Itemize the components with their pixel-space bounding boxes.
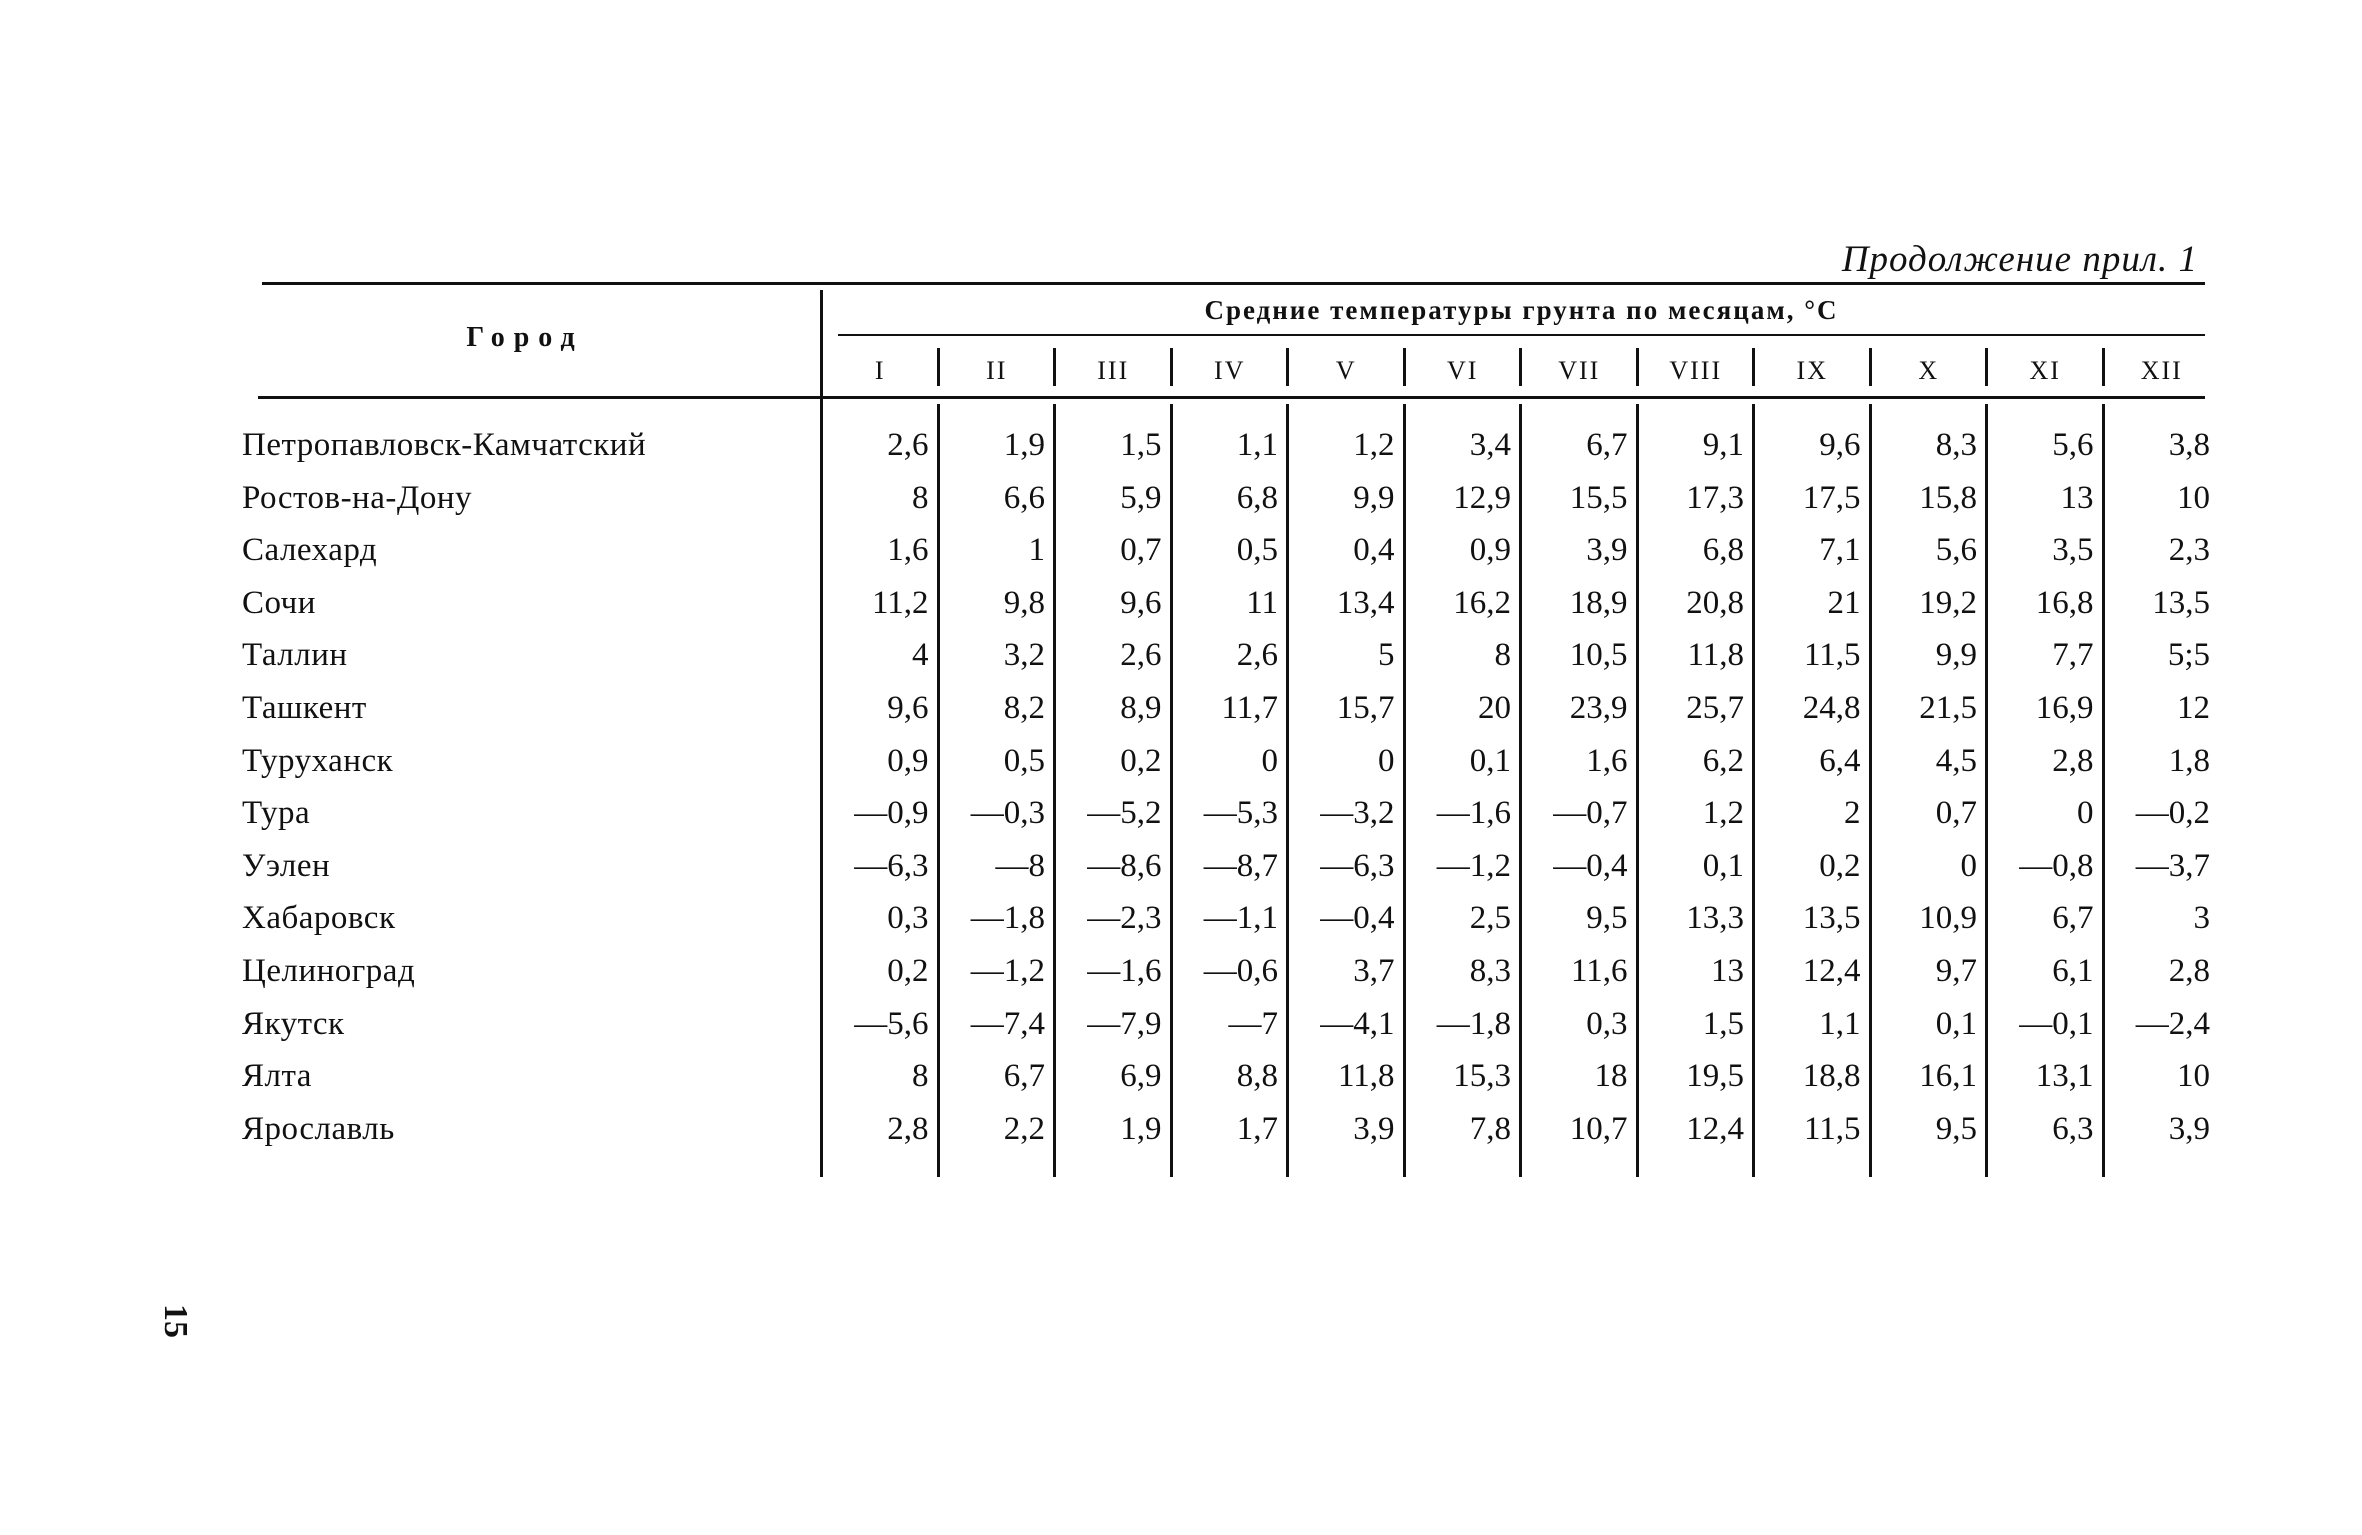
temperature-cell: 0,7	[1935, 795, 1977, 832]
temperature-cell: 11,8	[1337, 1058, 1395, 1095]
temperature-cell: 9,5	[1935, 1110, 1977, 1147]
temperature-cell: 12,4	[1802, 953, 1861, 989]
temperature-cell: 2	[1844, 795, 1861, 832]
temperature-cell: 9,6	[887, 690, 929, 726]
temperature-cell: 11,8	[1687, 637, 1744, 674]
temperature-cell: 0,7	[1120, 532, 1162, 569]
city-name: Ялта	[242, 1058, 312, 1095]
temperature-cell: —7	[1228, 1005, 1278, 1042]
temperature-cell: 18,8	[1802, 1058, 1861, 1095]
temperature-cell: 2,2	[1003, 1110, 1045, 1147]
temperature-cell: 0,2	[1819, 847, 1861, 884]
header-divider	[1286, 348, 1289, 386]
temperature-cell: 3,9	[1353, 1110, 1395, 1147]
temperature-cell: 1,5	[1702, 1005, 1744, 1042]
temperature-cell: 15,7	[1336, 690, 1395, 726]
temperature-cell: 6,4	[1819, 742, 1861, 779]
temperature-cell: 6,9	[1120, 1058, 1162, 1095]
temperature-cell: —8	[995, 847, 1045, 884]
temperature-cell: 2,6	[1120, 637, 1162, 674]
temperature-cell: 5,6	[1935, 532, 1977, 569]
temperature-cell: 20	[1478, 690, 1511, 726]
month-header: XI	[2029, 356, 2061, 385]
temperature-cell: 11,2	[871, 584, 929, 621]
temperature-cell: —6,3	[1320, 847, 1395, 884]
temperature-cell: 0,2	[887, 953, 929, 989]
temperature-cell: 6,2	[1702, 742, 1744, 779]
temperature-cell: —0,7	[1553, 795, 1628, 832]
temperature-cell: 13,5	[2152, 584, 2210, 621]
temperature-cell: 3,2	[1003, 637, 1045, 674]
table-caption: Продолжение прил. 1	[1841, 239, 2198, 280]
month-header: IX	[1796, 356, 1828, 385]
temperature-cell: 2,6	[1236, 637, 1278, 674]
temperature-cell: 3,9	[2168, 1110, 2210, 1147]
month-header: X	[1918, 356, 1940, 385]
temperature-cell: 2,5	[1469, 900, 1511, 937]
temperature-cell: 2,8	[2168, 953, 2210, 989]
temperature-cell: 0,3	[887, 900, 929, 937]
temperature-cell: 6,3	[2052, 1110, 2094, 1147]
temperature-cell: 2,8	[887, 1110, 929, 1147]
temperature-cell: —0,3	[970, 795, 1045, 832]
city-name: Салехард	[242, 532, 378, 569]
temperature-cell: 9,9	[1353, 479, 1395, 516]
temperature-cell: 5	[1378, 637, 1395, 674]
temperature-cell: 6,7	[1003, 1058, 1045, 1095]
temperature-cell: 7,8	[1469, 1110, 1511, 1147]
temperature-cell: 16,9	[2035, 690, 2094, 726]
temperature-cell: —0,4	[1553, 847, 1628, 884]
header-divider	[1053, 348, 1056, 386]
temperature-cell: 10	[2177, 1058, 2210, 1095]
temperature-cell: —1,2	[1436, 847, 1511, 884]
temperature-cell: 19,2	[1919, 584, 1977, 621]
temperature-cell: 2,3	[2168, 532, 2210, 569]
temperature-cell: —0,2	[2135, 795, 2210, 832]
month-header: VI	[1447, 356, 1479, 385]
temperature-cell: 6,8	[1702, 532, 1744, 569]
temperature-cell: 9,1	[1702, 427, 1744, 463]
temperature-cell: 0,5	[1003, 742, 1045, 779]
temperature-cell: 12,9	[1453, 479, 1511, 516]
temperature-cell: 13	[2060, 479, 2094, 516]
temperature-cell: 9,5	[1586, 900, 1628, 937]
temperature-cell: —2,3	[1087, 900, 1162, 937]
temperature-cell: 4,5	[1935, 742, 1977, 779]
temperature-cell: —3,7	[2135, 847, 2210, 884]
temperature-cell: 6,1	[2052, 953, 2094, 989]
month-header: III	[1097, 356, 1130, 385]
temperature-cell: 3,5	[2052, 532, 2094, 569]
temperature-cell: 0,9	[1469, 532, 1511, 569]
months-group-header: Средние температуры грунта по месяцам, °С	[1204, 295, 1839, 325]
temperature-cell: —6,3	[854, 847, 929, 884]
city-name: Ростов-на-Дону	[242, 479, 473, 516]
temperature-cell: 0	[1261, 742, 1278, 779]
temperature-cell: —4,1	[1320, 1005, 1395, 1042]
temperature-cell: 0,1	[1702, 847, 1744, 884]
temperature-cell: —5,2	[1087, 795, 1162, 832]
temperature-cell: —1,8	[970, 900, 1045, 937]
temperature-cell: 15,3	[1453, 1058, 1511, 1095]
temperature-cell: 12	[2177, 690, 2210, 726]
temperature-cell: —8,6	[1087, 847, 1162, 884]
temperature-cell: 15,8	[1919, 479, 1977, 516]
month-header: V	[1335, 356, 1357, 385]
column-divider	[820, 290, 823, 1177]
temperature-cell: 0	[2077, 795, 2094, 832]
temperature-cell: —1,1	[1203, 900, 1278, 937]
temperature-cell: 9,9	[1935, 637, 1977, 674]
temperature-cell: 19,5	[1686, 1058, 1744, 1095]
temperature-cell: 23,9	[1569, 690, 1628, 726]
temperature-cell: 7,7	[2052, 637, 2094, 674]
city-name: Сочи	[242, 584, 316, 621]
temperature-cell: 1,6	[887, 532, 929, 569]
temperature-cell: 8,3	[1935, 427, 1977, 463]
header-divider	[1636, 348, 1639, 386]
temperature-cell: 1,1	[1236, 427, 1278, 463]
header-divider	[1170, 348, 1173, 386]
temperature-cell: —1,6	[1436, 795, 1511, 832]
temperature-cell: 3,4	[1469, 427, 1511, 463]
city-name: Ярославль	[242, 1110, 395, 1147]
temperature-cell: —5,3	[1203, 795, 1278, 832]
temperature-cell: —2,4	[2135, 1005, 2210, 1042]
city-name: Тура	[242, 795, 311, 832]
temperature-cell: 16,2	[1453, 584, 1511, 621]
temperature-cell: 10,9	[1919, 900, 1977, 937]
temperature-cell: —8,7	[1203, 847, 1278, 884]
temperature-cell: 8,8	[1236, 1058, 1278, 1095]
temperature-cell: 1,6	[1586, 742, 1628, 779]
temperature-cell: 1,2	[1702, 795, 1744, 832]
header-divider	[1985, 348, 1988, 386]
temperature-cell: 8	[912, 1058, 929, 1095]
temperature-cell: 1,1	[1819, 1005, 1861, 1042]
header-divider	[1403, 348, 1406, 386]
temperature-cell: 13	[1711, 953, 1744, 989]
temperature-cell: 18,9	[1569, 584, 1628, 621]
city-name: Петропавловск-Камчатский	[242, 427, 647, 463]
temperature-cell: 17,5	[1802, 479, 1861, 516]
temperature-cell: 10	[2177, 479, 2210, 516]
temperature-cell: 21	[1827, 584, 1861, 621]
temperature-cell: 0,1	[1935, 1005, 1977, 1042]
temperature-cell: 11,5	[1803, 1110, 1861, 1147]
temperature-cell: 11,6	[1570, 953, 1628, 989]
temperature-cell: —0,1	[2019, 1005, 2094, 1042]
temperature-cell: 5,9	[1120, 479, 1162, 516]
temperature-cell: 9,7	[1935, 953, 1977, 989]
temperature-cell: 6,6	[1003, 479, 1045, 516]
header-divider	[1519, 348, 1522, 386]
temperature-cell: —0,6	[1203, 953, 1278, 989]
month-header: II	[986, 356, 1008, 385]
header-divider	[1869, 348, 1872, 386]
temperature-cell: 8,2	[1003, 690, 1045, 726]
temperature-cell: 0,9	[887, 742, 929, 779]
temperature-cell: 9,8	[1003, 584, 1045, 621]
temperature-cell: 16,8	[2035, 584, 2094, 621]
temperature-cell: 9,6	[1819, 427, 1861, 463]
temperature-cell: 1,7	[1236, 1110, 1278, 1147]
temperature-cell: —0,4	[1320, 900, 1395, 937]
temperature-cell: —1,8	[1436, 1005, 1511, 1042]
temperature-cell: 6,8	[1236, 479, 1278, 516]
temperature-cell: 0	[1378, 742, 1395, 779]
temperature-cell: —5,6	[854, 1005, 929, 1042]
temperature-cell: —3,2	[1320, 795, 1395, 832]
header-divider	[2102, 348, 2105, 386]
temperature-cell: 10,7	[1569, 1110, 1628, 1147]
temperature-cell: 15,5	[1569, 479, 1628, 516]
temperature-cell: 11,5	[1803, 637, 1861, 674]
city-name: Якутск	[242, 1005, 345, 1042]
temperature-cell: 18	[1594, 1058, 1628, 1095]
temperature-cell: 20,8	[1686, 584, 1744, 621]
temperature-cell: 0	[1960, 847, 1977, 884]
temperature-cell: 8	[912, 479, 929, 516]
header-sub-rule	[838, 334, 2205, 336]
temperature-cell: 10,5	[1569, 637, 1628, 674]
temperature-cell: 0,3	[1586, 1005, 1628, 1042]
header-divider	[1752, 348, 1755, 386]
table-top-rule	[262, 282, 2205, 285]
temperature-cell: 3	[2193, 900, 2210, 937]
temperature-cell: 25,7	[1686, 690, 1744, 726]
city-name: Таллин	[242, 637, 348, 674]
temperature-cell: 2,6	[887, 427, 929, 463]
temperature-cell: 7,1	[1819, 532, 1861, 569]
temperature-cell: 24,8	[1802, 690, 1861, 726]
city-name: Ташкент	[242, 690, 367, 726]
header-bottom-rule	[258, 396, 2205, 399]
city-name: Туруханск	[242, 742, 394, 779]
temperature-cell: 11	[1246, 584, 1278, 621]
city-name: Хабаровск	[242, 900, 396, 937]
month-header: XII	[2140, 356, 2183, 385]
month-header: VII	[1558, 356, 1601, 385]
temperature-cell: 13,5	[1802, 900, 1861, 937]
temperature-cell: 0,4	[1353, 532, 1395, 569]
temperature-cell: 5;5	[2167, 637, 2210, 674]
temperature-cell: 1,9	[1003, 427, 1045, 463]
temperature-cell: 1,8	[2168, 742, 2210, 779]
temperature-cell: 1	[1028, 532, 1045, 569]
temperature-cell: 6,7	[2052, 900, 2094, 937]
temperature-cell: —0,9	[854, 795, 929, 832]
temperature-cell: 3,8	[2168, 427, 2210, 463]
temperature-cell: 6,7	[1586, 427, 1628, 463]
temperature-cell: 8	[1494, 637, 1511, 674]
temperature-cell: 9,6	[1120, 584, 1162, 621]
temperature-cell: 13,3	[1686, 900, 1744, 937]
temperature-cell: 8,9	[1120, 690, 1162, 726]
temperature-cell: 0,5	[1236, 532, 1278, 569]
temperature-cell: 3,9	[1586, 532, 1628, 569]
month-header: I	[874, 356, 886, 385]
month-header: VIII	[1669, 356, 1723, 385]
temperature-cell: 2,8	[2052, 742, 2094, 779]
page-number: 15	[157, 1304, 194, 1338]
temperature-cell: —1,2	[970, 953, 1045, 989]
temperature-cell: —1,6	[1087, 953, 1162, 989]
temperature-cell: 8,3	[1469, 953, 1511, 989]
temperature-cell: 16,1	[1919, 1058, 1977, 1095]
temperature-cell: 4	[912, 637, 929, 674]
temperature-cell: 12,4	[1686, 1110, 1744, 1147]
temperature-cell: 21,5	[1919, 690, 1977, 726]
city-name: Целиноград	[242, 953, 416, 989]
temperature-cell: 0,2	[1120, 742, 1162, 779]
temperature-cell: 3,7	[1353, 953, 1395, 989]
city-column-header: Город	[466, 322, 584, 353]
header-divider	[937, 348, 940, 386]
temperature-cell: 17,3	[1686, 479, 1744, 516]
city-name: Уэлен	[242, 847, 331, 884]
temperature-cell: 0,1	[1469, 742, 1511, 779]
month-header: IV	[1214, 356, 1246, 385]
temperature-cell: 1,2	[1353, 427, 1395, 463]
temperature-cell: 1,9	[1120, 1110, 1162, 1147]
temperature-cell: 13,4	[1336, 584, 1395, 621]
temperature-cell: —7,4	[970, 1005, 1045, 1042]
temperature-cell: 11,7	[1221, 690, 1278, 726]
temperature-cell: 5,6	[2052, 427, 2094, 463]
temperature-cell: —7,9	[1087, 1005, 1162, 1042]
temperature-cell: —0,8	[2019, 847, 2094, 884]
temperature-cell: 1,5	[1120, 427, 1162, 463]
temperature-cell: 13,1	[2035, 1058, 2094, 1095]
